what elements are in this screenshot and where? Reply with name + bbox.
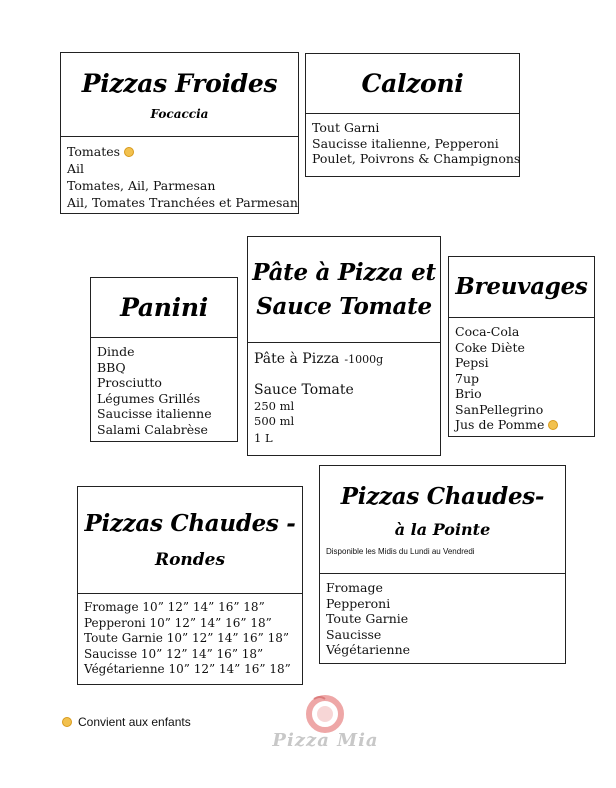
chaudes-pointe-header [320,466,565,574]
list-item: Coca-Cola [455,324,520,339]
section-title: Breuvages [455,272,588,300]
list-item: BBQ [97,359,126,375]
section-title-line1: Pâte à Pizza et [252,259,436,287]
pizzas-froides-list [61,137,298,215]
chaudes-pointe-list [320,574,565,662]
availability-note: Disponible les Midis du Lundi au Vendredi [326,547,475,557]
section-subtitle: Focaccia [150,107,209,122]
list-item: Coke Diète [455,339,525,355]
pate-label: Pâte à Pizza [254,351,340,367]
chaudes-rondes-list [78,594,302,682]
list-item: Brio [455,386,482,401]
list-item: Végétarienne [326,642,411,657]
list-item: Tomates [67,143,292,160]
list-item: Légumes Grillés [97,390,201,406]
section-title: Pizzas Chaudes - [84,509,296,537]
panini-header [91,278,237,338]
child-face-icon [62,717,72,727]
pizzas-froides-header [61,53,298,137]
pate-sauce-section [247,236,441,456]
list-item: Pepperoni 10” 12” 14” 16” 18” [84,615,272,630]
list-item: Saucisse 10” 12” 14” 16” 18” [84,646,264,661]
list-item: Tout Garni [312,120,380,135]
breuvages-header [449,257,594,318]
list-item: Toute Garnie 10” 12” 14” 16” 18” [84,631,290,645]
sauce-size: 250 ml [254,399,295,413]
pate-sauce-header [248,237,440,343]
kids-legend [62,715,191,729]
sauce-size: 500 ml [254,414,295,428]
pate-sauce-list [248,343,440,451]
list-item: SanPellegrino [455,401,544,417]
list-item: Tomates, Ail, Parmesan [67,178,216,193]
section-title: Pizzas Froides [81,68,278,98]
calzoni-list [306,114,519,171]
list-item: Toute Garnie [326,611,409,626]
list-item: Dinde [97,344,135,359]
panini-section [90,277,238,442]
section-title: Panini [120,292,208,322]
list-item: Saucisse italienne, Pepperoni [312,135,499,151]
chaudes-rondes-header [78,487,302,594]
list-item: Pepsi [455,355,489,370]
section-subtitle: à la Pointe [394,520,491,540]
chaudes-rondes-section [77,486,303,685]
calzoni-section [305,53,520,177]
list-item: Saucisse [326,626,382,642]
sauce-label: Sauce Tomate [254,382,354,398]
list-item: Ail [67,161,85,176]
pizzas-froides-section [60,52,299,214]
list-item: Prosciutto [97,375,162,390]
child-face-icon [548,420,558,430]
list-item: Saucisse italienne [97,406,212,421]
pate-size: -1000g [344,353,384,366]
list-item: Salami Calabrèse [97,421,208,437]
list-item: Ail, Tomates Tranchées et Parmesan [67,195,298,210]
chaudes-pointe-section [319,465,566,664]
logo-emblem-icon [248,693,403,733]
pizza-mia-logo [248,693,403,755]
child-face-icon [124,147,134,157]
list-item: Poulet, Poivrons & Champignons [312,151,521,166]
list-item: Jus de Pomme [455,417,588,433]
list-item: 7up [455,370,480,386]
section-title-line2: Sauce Tomate [256,292,432,320]
breuvages-section [448,256,595,437]
logo-text: Pizza Mia [272,730,379,751]
section-title: Calzoni [361,68,464,98]
calzoni-header [306,54,519,114]
list-item: Fromage 10” 12” 14” 16” 18” [84,600,265,614]
section-subtitle: Rondes [154,550,226,571]
kids-legend-text: Convient aux enfants [78,715,191,729]
breuvages-list [449,318,594,437]
panini-list [91,338,237,441]
sauce-size: 1 L [254,431,273,445]
pate-line [254,348,434,367]
section-title: Pizzas Chaudes- [340,482,545,510]
list-item: Pepperoni [326,595,391,611]
list-item: Fromage [326,580,383,595]
list-item: Végétarienne 10” 12” 14” 16” 18” [84,662,291,676]
